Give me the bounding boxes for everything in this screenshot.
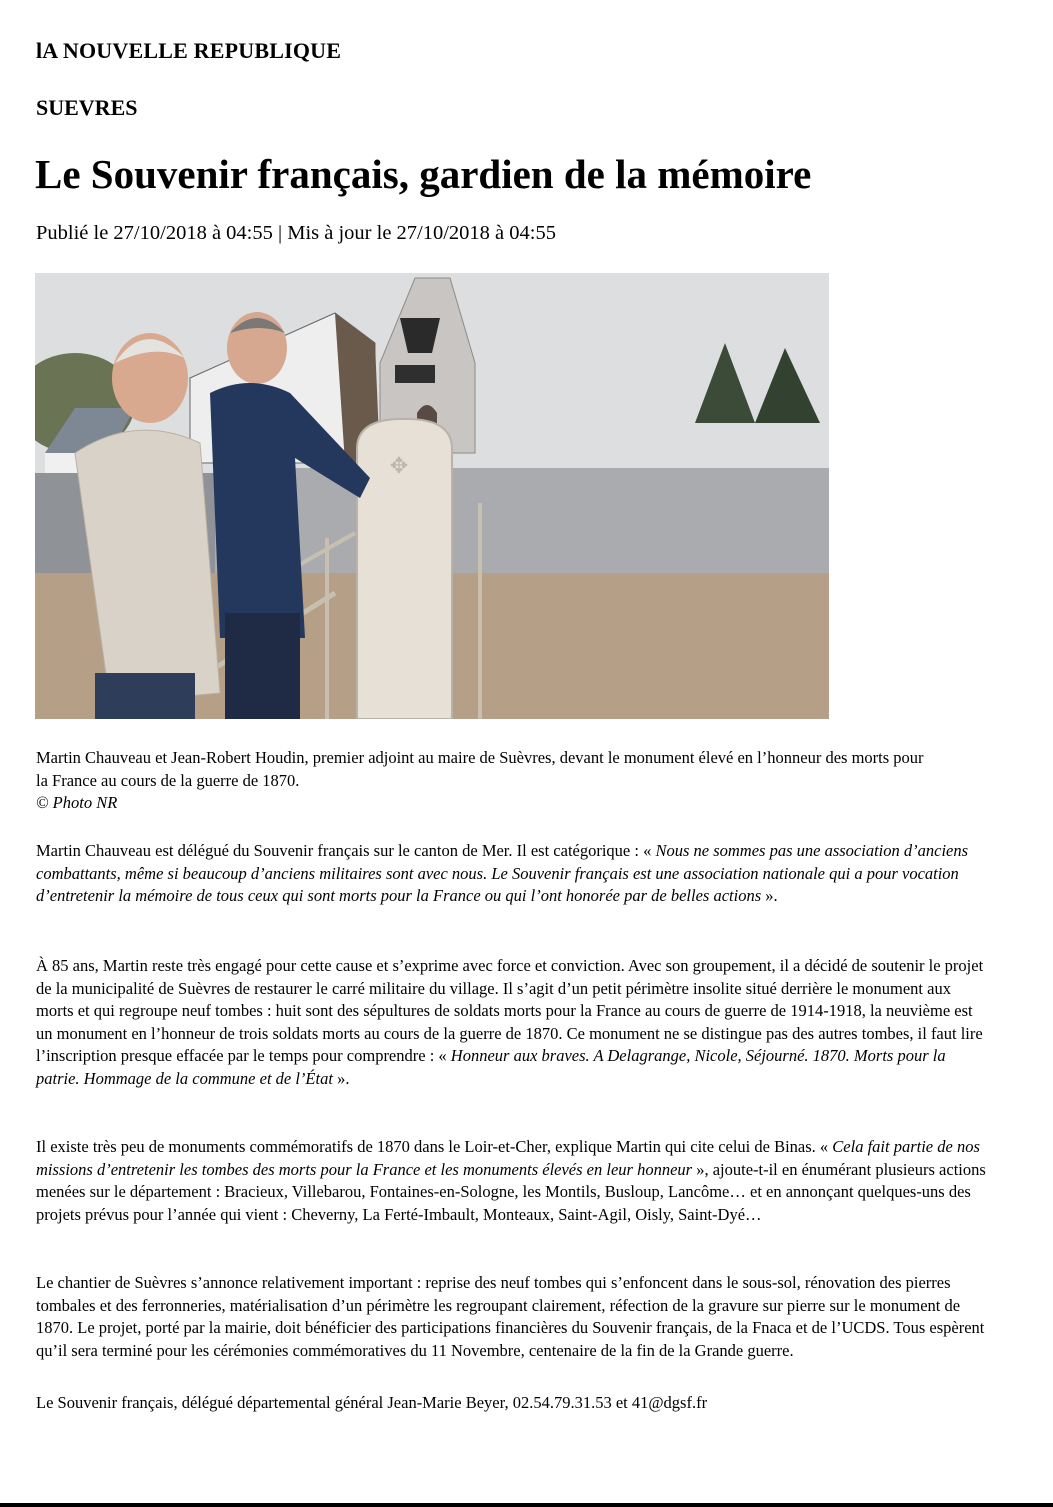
chapel-plaque-2 [395,365,435,383]
article-title: Le Souvenir français, gardien de la mémoire [35,151,812,197]
photo-credit: © Photo NR [36,793,118,812]
paragraph-1-text-a: Martin Chauveau est délégué du Souvenir français sur le canton de Mer. Il est catégorique : « [36,841,656,860]
publication-masthead: lA NOUVELLE REPUBLIQUE [36,38,342,63]
cross-emblem-icon: ✥ [389,454,409,479]
paragraph-2-text-b: ». [332,1068,350,1088]
contact-line: Le Souvenir français, délégué départemental général Jean-Marie Beyer, 02.54.79.31.53 et 41@dgsf.fr [36,1393,708,1412]
paragraph-2-text-a: À 85 ans, Martin reste très engagé pour cette cause et s’exprime avec force et conviction. Avec son groupement, il a décidé de soutenir le projet de la municipalité de Suèvres de restaurer le carré militaire du village. Il s’agit d’un petit périmètre insolite situé derrière le monument aux morts et qui regroupe neuf tombes : huit sont des sépultures de soldats morts pour la France au cours de guerre de 1914-1918, la neuvième est un monument en l’honneur de trois soldats morts au cours de la guerre de 1870. Ce monument ne se distingue pas des autres tombes, il faut lire l’inscription presque effacée par le temps pour comprendre : « [36,956,984,1065]
paragraph-1-text-b: ». [761,886,778,905]
paragraph-1 [36,840,991,908]
paragraph-2 [36,955,991,1090]
section-label: SUEVRES [36,95,138,120]
man-jeans-2 [225,613,300,719]
paragraph-3 [36,1136,991,1226]
paragraph-3-text-a: Il existe très peu de monuments commémoratifs de 1870 dans le Loir-et-Cher, explique Martin qui cite celui de Binas. « [36,1137,833,1156]
bottom-rule [0,1503,1053,1507]
caption-text: Martin Chauveau et Jean-Robert Houdin, premier adjoint au maire de Suèvres, devant le monument élevé en l’honneur des morts pour la France au cours de la guerre de 1870. [36,748,924,790]
man-jeans-1 [95,673,195,719]
article-photo [35,273,829,719]
paragraph-3-quote: Cela fait partie de nos missions d’entretenir les tombes des morts pour la France et les monuments élevés en leur honneur [36,1137,980,1179]
paragraph-4: Le chantier de Suèvres s’annonce relativement important : reprise des neuf tombes qui s’enfoncent dans le sous-sol, rénovation des pierres tombales et des ferronneries, matérialisation d’un périmètre les regroupant clairement, réfection de la gravure sur pierre sur le monument de 1870. Le projet, porté par la mairie, doit bénéficier des participations financières du Souvenir français, de la Fnaca et de l’UCDS. Tous espèrent qu’il sera terminé pour les cérémonies commémoratives du 11 Novembre, centenaire de la fin de la Grande guerre. [36,1273,985,1360]
photo-caption [36,747,936,815]
publication-dates: Publié le 27/10/2018 à 04:55 | Mis à jour le 27/10/2018 à 04:55 [36,222,556,244]
paragraph-3-text-b: », ajoute-t-il en énumérant plusieurs actions menées sur le département : Bracieux, Villebarou, Fontaines-en-Sologne, les Montils, Busloup, Lancôme… et en annonçant quelques-uns des projets prévus pour l’année qui vient : Cheverny, La Ferté-Imbault, Monteaux, Saint-Agil, Oisly, Saint-Dyé… [36,1159,986,1224]
cemetery-photo-illustration [35,273,829,719]
paragraph-2-quote: Honneur aux braves. A Delagrange, Nicole, Séjourné. 1870. Morts pour la patrie. Hommage de la commune et de l’État [36,1046,946,1088]
paragraph-1-quote: Nous ne sommes pas une association d’anciens combattants, même si beaucoup d’anciens militaires sont avec nous. Le Souvenir français est une association nationale qui a pour vocation d’entretenir la mémoire de tous ceux qui sont morts pour la France ou qui l’ont honorée par de belles actions [36,841,969,905]
